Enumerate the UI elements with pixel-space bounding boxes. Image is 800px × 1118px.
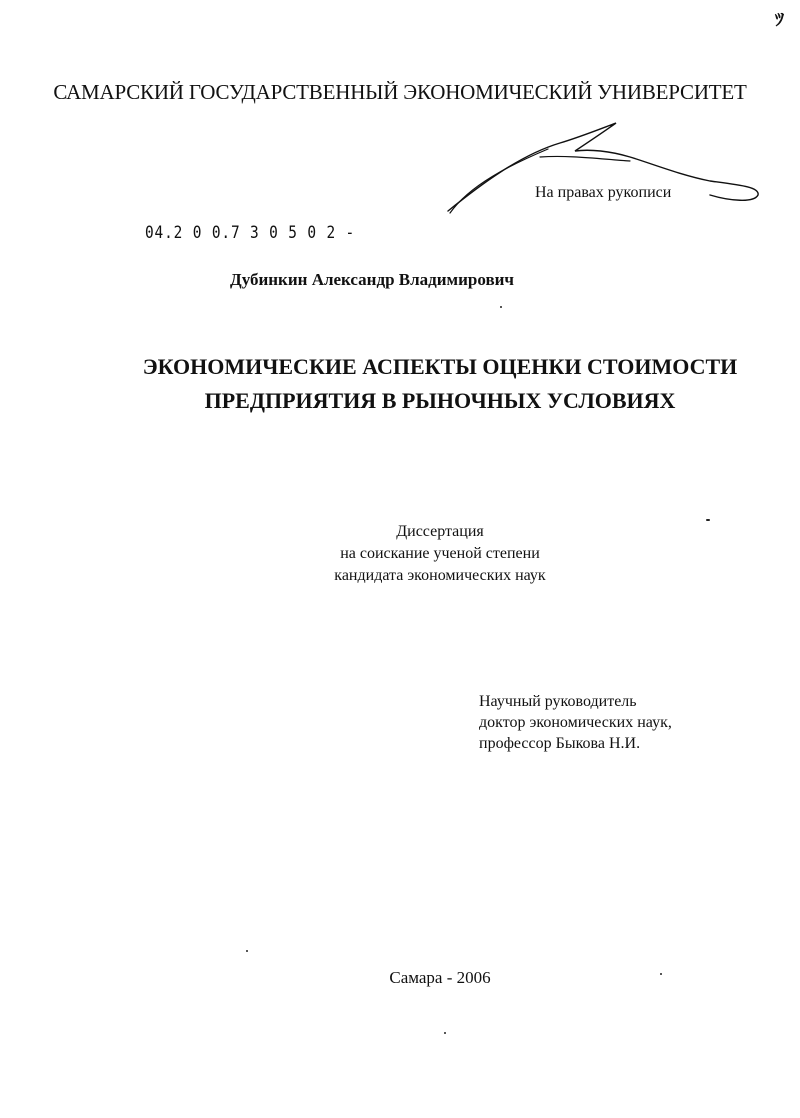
degree-line: на соискание ученой степени <box>340 545 540 562</box>
title-line: ПРЕДПРИЯТИЯ В РЫНОЧНЫХ УСЛОВИЯХ <box>204 388 676 413</box>
advisor-line: Научный руководитель <box>479 693 637 710</box>
degree-line: кандидата экономических наук <box>334 567 546 584</box>
registration-stamp: 04.2 0 0.7 3 0 5 0 2 - <box>145 223 356 243</box>
university-name: САМАРСКИЙ ГОСУДАРСТВЕННЫЙ ЭКОНОМИЧЕСКИЙ УНИВЕРСИТЕТ <box>53 80 747 104</box>
degree-line: Диссертация <box>396 523 484 540</box>
title-line: ЭКОНОМИЧЕСКИЕ АСПЕКТЫ ОЦЕНКИ СТОИМОСТИ <box>142 354 738 379</box>
handwritten-signature <box>440 115 770 220</box>
degree-statement <box>0 521 800 587</box>
corner-check-mark: ﾂ <box>775 10 784 30</box>
scan-speck <box>500 306 502 308</box>
scan-speck <box>246 950 248 952</box>
scan-speck <box>444 1032 446 1034</box>
advisor-line: доктор экономических наук, <box>479 714 672 731</box>
scientific-advisor <box>479 691 672 754</box>
advisor-line: профессор Быкова Н.И. <box>479 735 641 752</box>
dissertation-title <box>0 350 800 418</box>
city-and-year: Самара - 2006 <box>389 968 491 987</box>
manuscript-rights-note: На правах рукописи <box>535 184 672 201</box>
author-name: Дубинкин Александр Владимирович <box>230 270 515 289</box>
